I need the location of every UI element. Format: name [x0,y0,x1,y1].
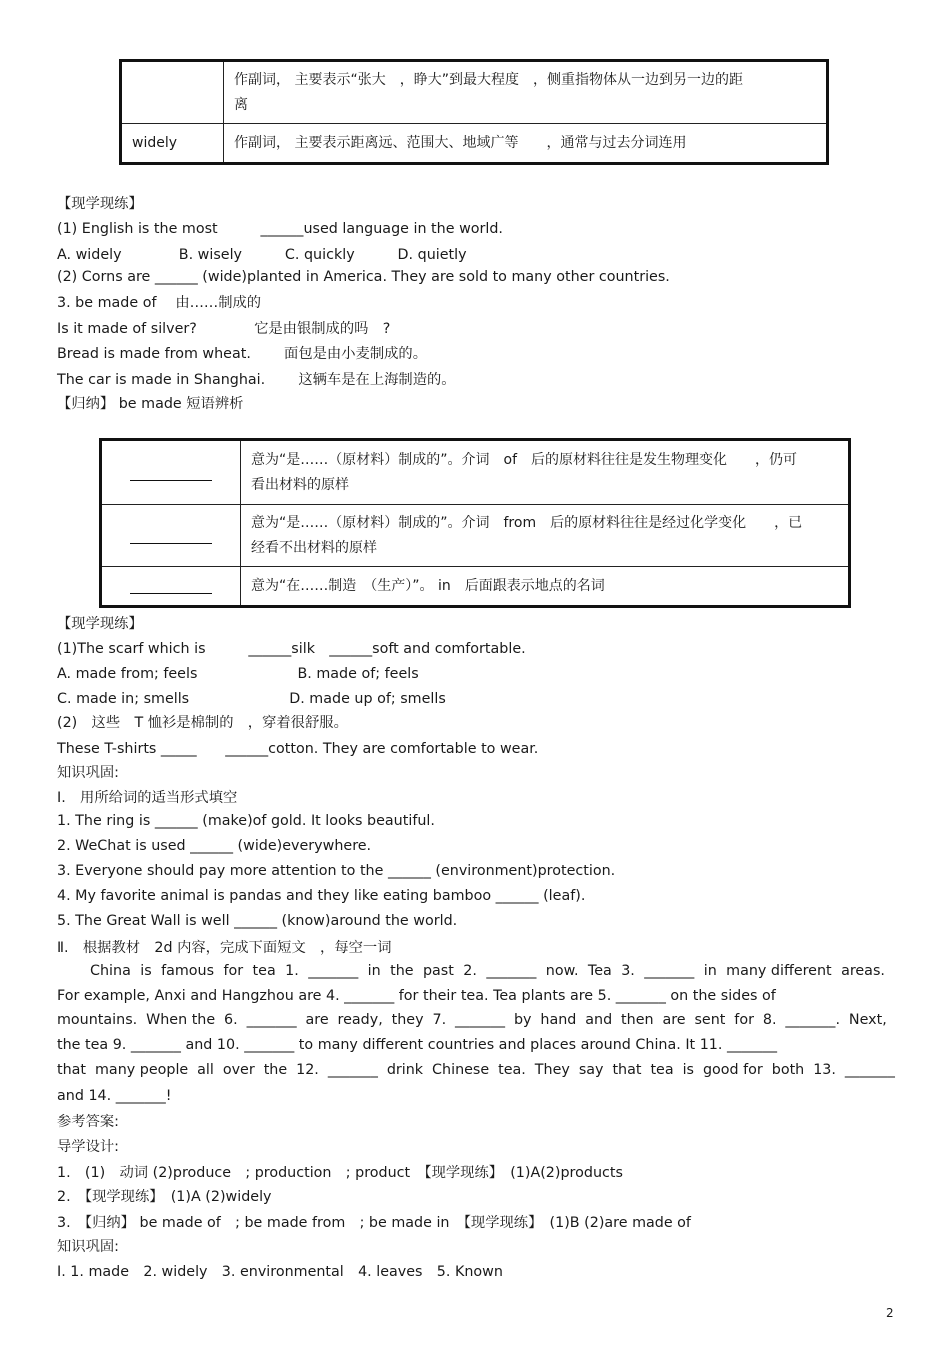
description-line: 作副词， 主要表示“张大 ，睁大”到最大程度 ，侧重指物体从一边到另一边的距 [234,71,743,88]
description-line: 离 [234,96,248,113]
passage-line: and 14. _______! [57,1088,172,1104]
answer-line: 3. 【归纳】 be made of ; be made from ; be made in 【现学现练】 (1)B (2)are made of [57,1215,691,1231]
page-number: 2 [886,1306,894,1320]
answer-line: 1. (1) 动词 (2)produce ; production ; product 【现学现练】 (1)A(2)products [57,1165,623,1181]
description-line: 作副词， 主要表示距离远、范围大、地域广等 ，通常与过去分词连用 [234,134,687,151]
description-line: 看出材料的原样 [251,476,349,493]
passage-line: China is famous for tea 1. _______ in the past 2. _______ now. Tea 3. _______ in many different areas. [90,963,885,979]
exercise-line: (2) Corns are ______ (wide)planted in America. They are sold to many other countries. [57,269,670,285]
section-heading: 【归纳】 be made 短语辨析 [57,396,244,412]
exercise-line: C. made in; smells D. made up of; smells [57,691,446,707]
exercise-line: (2) 这些 T 恤衫是棉制的 ，穿着很舒服。 [57,715,348,731]
example-line: The car is made in Shanghai. 这辆车是在上海制造的。 [57,372,456,388]
exercise-line: (1)The scarf which is ______silk ______soft and comfortable. [57,641,526,657]
exercise-line: 2. WeChat is used ______ (wide)everywhere. [57,838,372,854]
table-row [122,62,827,124]
exercise-line: These T-shirts _____ ______cotton. They are comfortable to wear. [57,741,539,757]
exercise-line: 1. The ring is ______ (make)of gold. It looks beautiful. [57,813,435,829]
answer-line: 2. 【现学现练】 (1)A (2)widely [57,1189,272,1205]
exercise-line: A. made from; feels B. made of; feels [57,666,419,682]
description-cell [241,505,849,567]
section-heading: 【现学现练】 [57,616,143,632]
section-heading: Ⅱ. 根据教材 2d 内容，完成下面短文 ，每空一词 [57,940,392,956]
blank-cell [102,505,241,567]
description-cell [241,441,849,505]
description-line: 意为“是……（原材料）制成的”。介词 of 后的原材料往往是发生物理变化 ，仍可 [251,451,797,468]
exercise-line: 5. The Great Wall is well ______ (know)around the world. [57,913,458,929]
exercise-line: 3. Everyone should pay more attention to the ______ (environment)protection. [57,863,616,879]
section-heading: Ⅰ. 用所给词的适当形式填空 [57,790,238,806]
exercise-line: 3. be made of 由……制成的 [57,295,262,311]
blank-cell [102,567,241,606]
section-heading: 知识巩固: [57,765,120,781]
exercise-line: (1) English is the most ______used language in the world. [57,221,503,237]
description-cell [224,124,827,163]
description-line: 意为“是……（原材料）制成的”。介词 from 后的原材料往往是经过化学变化 ，已 [251,514,803,531]
table-row [122,124,827,163]
passage-line: the tea 9. _______ and 10. _______ to many different countries and places around China. It 11. _______ [57,1037,778,1053]
answer-heading: 导学设计: [57,1139,120,1155]
passage-line: For example, Anxi and Hangzhou are 4. _______ for their tea. Tea plants are 5. _______ on the sides of [57,988,776,1004]
table-row [102,441,849,505]
table-row [102,567,849,606]
answer-blank[interactable] [130,464,212,481]
word-cell: widely [122,124,224,163]
description-cell [241,567,849,606]
table-row [102,505,849,567]
description-line: 意为“在……制造 （生产）”。 in 后面跟表示地点的名词 [251,577,605,594]
answer-heading: 参考答案: [57,1114,120,1130]
blank-cell [102,441,241,505]
description-line: 经看不出材料的原样 [251,539,377,556]
description-cell [224,62,827,124]
word-comparison-table [121,61,827,163]
passage-line: mountains. When the 6. _______ are ready, they 7. _______ by hand and then are sent for 8. _______. Next, [57,1012,887,1028]
exercise-line: A. widely B. wisely C. quickly D. quietly [57,247,467,263]
be-made-phrase-table [101,440,849,606]
answer-heading: 知识巩固: [57,1239,120,1255]
answer-line: Ⅰ. 1. made 2. widely 3. environmental 4. leaves 5. Known [57,1264,503,1280]
example-line: Bread is made from wheat. 面包是由小麦制成的。 [57,346,428,362]
word-cell [122,62,224,124]
answer-blank[interactable] [130,527,212,544]
section-heading: 【现学现练】 [57,196,143,212]
passage-line: that many people all over the 12. _______ drink Chinese tea. They say that tea is good for both 13. _______ [57,1062,895,1078]
example-line: Is it made of silver? 它是由银制成的吗 ? [57,321,391,337]
exercise-line: 4. My favorite animal is pandas and they like eating bamboo ______ (leaf). [57,888,586,904]
answer-blank[interactable] [130,577,212,594]
